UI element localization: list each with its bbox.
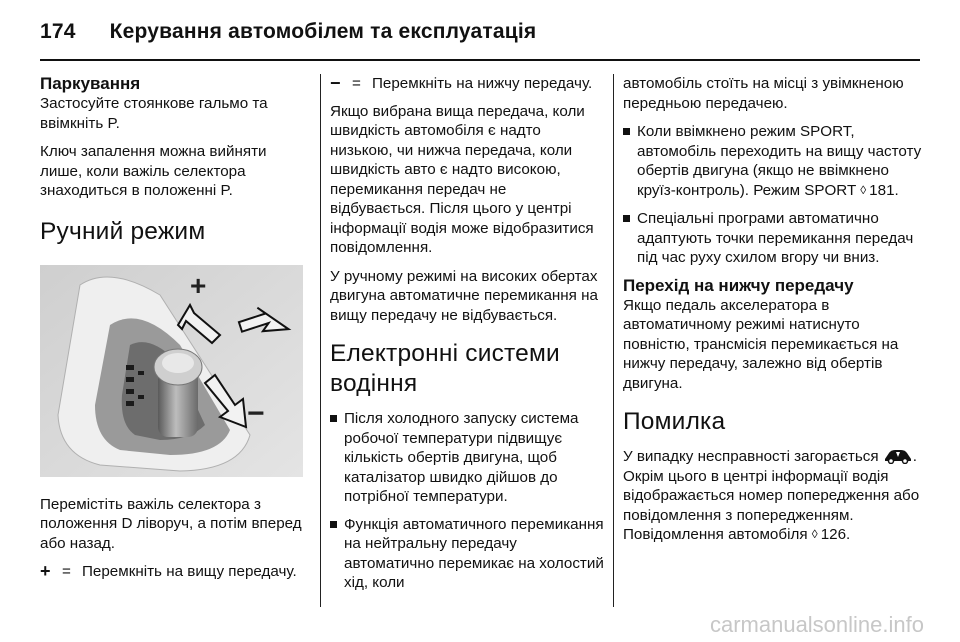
- continued-text: автомобіль стоїть на місці з увімкненою передньою передачею.: [623, 75, 904, 112]
- list-item: Після холодного запуску система робочої температури підвищує кількість обертів двигуна, щоб каталізатор швидко дійшов до потрібної температури.: [330, 409, 605, 507]
- page-title: Керування автомобілем та експлуатація: [109, 20, 537, 43]
- electronic-systems-list: [330, 409, 605, 593]
- column-3: [623, 74, 923, 555]
- equals-sign: =: [62, 563, 71, 580]
- error-page-ref[interactable]: 126.: [820, 526, 851, 543]
- page-header: [40, 12, 536, 52]
- parking-paragraph-2: Ключ запалення можна вийняти лише, коли важіль селектора знаходиться в положенні P.: [40, 143, 267, 199]
- plus-text: Перемкніть на вищу передачу.: [82, 563, 297, 580]
- minus-icon: −: [330, 73, 341, 93]
- error-heading: Помилка: [623, 408, 726, 435]
- downshift-paragraph: Якщо педаль акселератора в автоматичному режимі натиснуто повністю, трансмісія перемикається на нижчу передачу, залежно від обертів двигуна.: [623, 296, 899, 392]
- minus-text: Перемкніть на нижчу передачу.: [372, 75, 593, 92]
- ref-arrow-icon: ◊: [811, 527, 818, 541]
- sport-text: Коли ввімкнено режим SPORT, автомобіль переходить на вищу частоту обертів двигуна (якщо не ввімкнено круїз-контроль). Режим SPORT: [637, 123, 922, 199]
- downshift-heading: Перехід на нижчу передачу: [623, 275, 854, 295]
- svg-text:+: +: [190, 269, 207, 301]
- minus-definition: [330, 74, 605, 94]
- gear-paragraph-2: У ручному режимі на високих обертах двигуна автоматичне перемикання на вищу передачу не відбувається.: [330, 267, 598, 324]
- parking-heading: Паркування: [40, 74, 141, 93]
- plus-icon: +: [40, 561, 51, 581]
- column-divider-1: [320, 74, 321, 607]
- electronic-systems-heading: Електронні системи водіння: [330, 340, 560, 397]
- figure-caption: Перемістіть важіль селектора з положення D ліворуч, а потім вперед або назад.: [40, 495, 302, 552]
- gear-selector-illustration: [40, 265, 303, 477]
- list-item: Функція автоматичного перемикання на нейтральну передачу автоматично перемикає на холостий хід, коли: [330, 515, 605, 593]
- page-number: 174: [40, 20, 76, 43]
- column-2: [330, 74, 605, 601]
- error-paragraph: [623, 447, 923, 546]
- error-text-b: . Окрім цього в центрі інформації водія відображається номер попередження або повідомлення з попередженням. Повідомлення автомобіля: [623, 448, 920, 543]
- column-divider-2: [613, 74, 614, 607]
- error-text-a: У випадку несправності загорається: [623, 448, 883, 465]
- svg-text:−: −: [247, 396, 265, 430]
- gear-selector-figure: [40, 265, 303, 477]
- car-warning-icon: [883, 448, 913, 464]
- ref-arrow-icon: ◊: [860, 182, 867, 197]
- manual-mode-heading: Ручний режим: [40, 217, 206, 245]
- header-rule: [40, 59, 920, 61]
- plus-definition: [40, 562, 305, 582]
- list-item: [623, 122, 923, 201]
- sport-page-ref[interactable]: 181.: [869, 181, 899, 199]
- parking-paragraph-1: Застосуйте стоянкове гальмо та ввімкніть P.: [40, 95, 268, 132]
- equals-sign: =: [352, 75, 361, 92]
- column-1: [40, 74, 305, 590]
- list-item: Спеціальні програми автоматично адаптують точки перемикання передач під час руху схилом вгору чи вниз.: [623, 209, 923, 268]
- watermark: carmanualsonline.info: [709, 612, 924, 637]
- gear-paragraph-1: Якщо вибрана вища передача, коли швидкість автомобіля є надто низькою, чи нижча передача, коли швидкість авто є надто високою, перемикання передач не відбувається. Після цього у центрі інформації водія може відобразитися повідомлення.: [330, 102, 594, 256]
- programs-list: [623, 122, 923, 268]
